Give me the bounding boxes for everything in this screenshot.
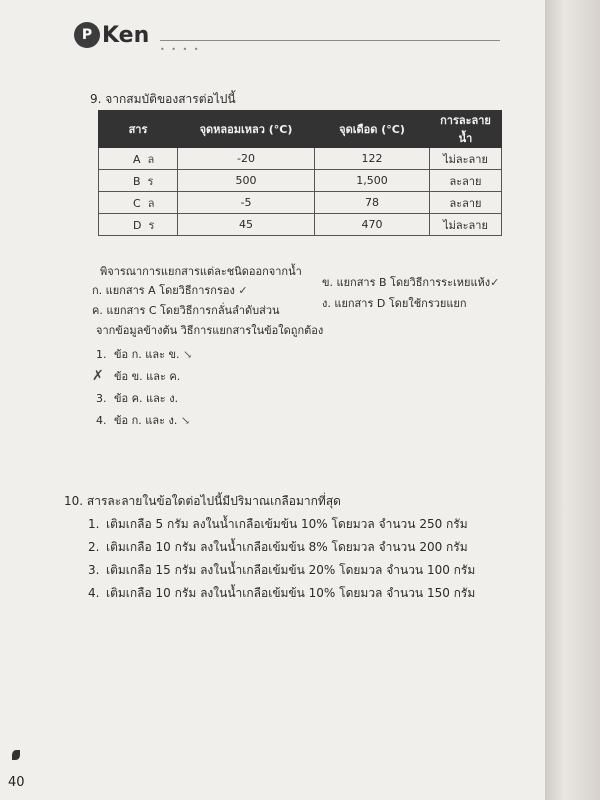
q9-choice-3	[96, 389, 178, 407]
q10-choice-3	[88, 561, 475, 580]
table-row	[99, 170, 502, 192]
method-b	[322, 273, 499, 291]
choice-text: เติมเกลือ 10 กรัม ลงในน้ำเกลือเข้มข้น 8% โดยมวล จำนวน 200 กรัม	[106, 540, 468, 554]
q10-choice-1	[88, 515, 468, 534]
cell-substance	[99, 192, 178, 214]
cell-substance	[99, 214, 178, 236]
choice-number: 1.	[96, 348, 107, 361]
header-rule	[160, 40, 500, 41]
method-a	[92, 281, 248, 299]
table-row	[99, 214, 502, 236]
method-c: ค. แยกสาร C โดยวิธีการกลั่นลำดับส่วน	[92, 304, 280, 317]
pen-mark-icon: ↘	[179, 348, 193, 361]
handwritten-mark: ร	[148, 218, 155, 232]
header-substance: สาร	[99, 111, 178, 148]
choice-text: เติมเกลือ 10 กรัม ลงในน้ำเกลือเข้มข้น 10% โดยมวล จำนวน 150 กรัม	[106, 586, 476, 600]
substance-name: B	[133, 174, 141, 188]
question-9-title: 9. จากสมบัติของสารต่อไปนี้	[90, 92, 236, 106]
cross-mark-icon: ✗	[92, 368, 104, 384]
handwritten-mark: ล	[147, 196, 155, 210]
cell-solubility: ละลาย	[430, 170, 502, 192]
choice-text: เติมเกลือ 5 กรัม ลงในน้ำเกลือเข้มข้น 10% โดยมวล จำนวน 250 กรัม	[106, 517, 468, 531]
question-9-question: จากข้อมูลข้างต้น วิธีการแยกสารในข้อใดถูกต้อง	[96, 324, 324, 337]
method-b-text: ข. แยกสาร B โดยวิธีการระเหยแห้ง	[322, 276, 491, 289]
header-boiling-point: จุดเดือด (°C)	[315, 111, 430, 148]
table-row	[99, 192, 502, 214]
choice-text: ข้อ ค. และ ง.	[114, 392, 179, 405]
q9-choice-2	[92, 367, 181, 385]
choice-number	[92, 368, 114, 384]
choice-text: ข้อ ข. และ ค.	[114, 370, 181, 383]
cell-boiling: 78	[315, 192, 430, 214]
logo-circle: P	[74, 22, 100, 48]
cell-solubility: ละลาย	[430, 192, 502, 214]
choice-text: ข้อ ก. และ ข.	[114, 348, 180, 361]
substance-name: A	[133, 152, 141, 166]
header-melting-point: จุดหลอมเหลว (°C)	[178, 111, 315, 148]
q10-choice-2	[88, 538, 468, 557]
handwritten-mark: ล	[147, 152, 155, 166]
page-number-text: 40	[8, 775, 25, 790]
choice-number: 1.	[88, 517, 100, 531]
choice-number: 2.	[88, 540, 100, 554]
properties-table	[98, 110, 502, 236]
cell-melting: 500	[178, 170, 315, 192]
choice-text: ข้อ ก. และ ง.	[114, 414, 178, 427]
choice-number: 4.	[88, 586, 100, 600]
cell-melting: -20	[178, 148, 315, 170]
choice-number: 4.	[96, 414, 107, 427]
cell-melting: 45	[178, 214, 315, 236]
cell-solubility: ไม่ละลาย	[430, 148, 502, 170]
table-header-row	[99, 111, 502, 148]
header-dots: • • • •	[160, 45, 201, 54]
cell-boiling: 1,500	[315, 170, 430, 192]
logo-word: Ken	[102, 22, 150, 48]
pen-mark-icon: ↘	[177, 414, 191, 427]
publisher-logo	[74, 22, 149, 48]
question-10-title: 10. สารละลายในข้อใดต่อไปนี้มีปริมาณเกลือมากที่สุด	[64, 494, 341, 508]
q10-choice-4	[88, 584, 475, 603]
q9-choice-4	[96, 411, 190, 429]
table-row	[99, 148, 502, 170]
choice-number: 3.	[88, 563, 100, 577]
substance-name: D	[133, 218, 142, 232]
question-9-prompt: พิจารณาการแยกสารแต่ละชนิดออกจากน้ำ	[100, 265, 302, 278]
cell-boiling: 122	[315, 148, 430, 170]
next-page-edge	[545, 0, 600, 800]
choice-text: เติมเกลือ 15 กรัม ลงในน้ำเกลือเข้มข้น 20% โดยมวล จำนวน 100 กรัม	[106, 563, 476, 577]
choice-number: 3.	[96, 392, 107, 405]
q9-choice-1	[96, 345, 192, 363]
handwritten-mark: ร	[147, 174, 154, 188]
cell-solubility: ไม่ละลาย	[430, 214, 502, 236]
leaf-icon	[12, 750, 20, 760]
page-number	[0, 760, 40, 800]
check-mark-icon: ✓	[490, 276, 500, 289]
method-a-text: ก. แยกสาร A โดยวิธีการกรอง	[92, 284, 235, 297]
cell-substance	[99, 148, 178, 170]
header-solubility: การละลายน้ำ	[430, 111, 502, 148]
check-mark-icon: ✓	[238, 284, 248, 297]
cell-boiling: 470	[315, 214, 430, 236]
method-d: ง. แยกสาร D โดยใช้กรวยแยก	[322, 297, 467, 310]
substance-name: C	[133, 196, 141, 210]
cell-melting: -5	[178, 192, 315, 214]
cell-substance	[99, 170, 178, 192]
